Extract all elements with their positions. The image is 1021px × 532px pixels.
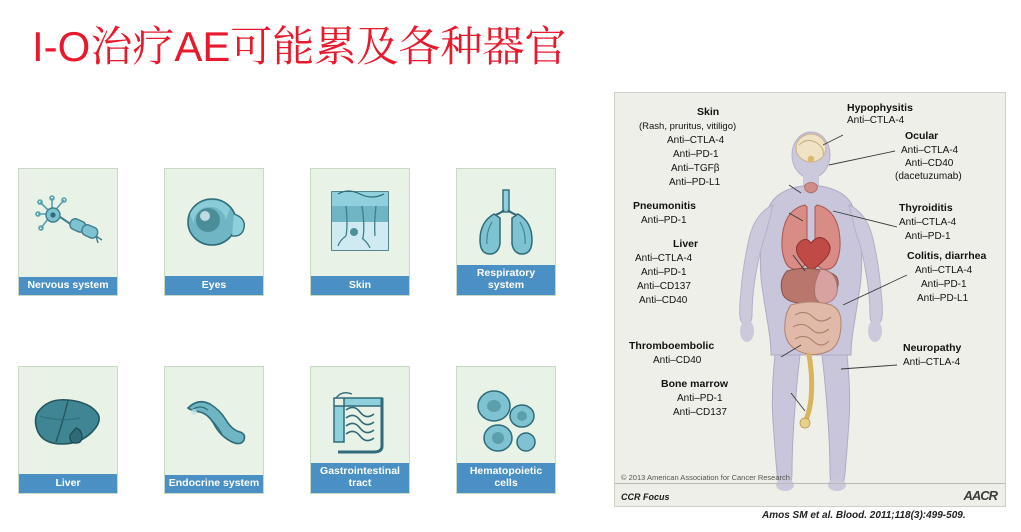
organ-card-label: Nervous system bbox=[19, 277, 117, 295]
annotation-neuropathy-line-1: Anti–CTLA-4 bbox=[903, 357, 961, 368]
bone-marrow-organ bbox=[800, 355, 812, 428]
annotation-pneumonitis-line-1: Anti–PD-1 bbox=[641, 215, 687, 226]
annotation-neuropathy-title: Neuropathy bbox=[903, 342, 962, 354]
annotation-pneumonitis-title: Pneumonitis bbox=[633, 200, 697, 212]
intestine-icon bbox=[324, 382, 396, 460]
annotation-thyroiditis-title: Thyroiditis bbox=[899, 202, 953, 214]
thyroid-organ bbox=[805, 183, 818, 194]
organ-card-label: Endocrine system bbox=[165, 475, 263, 493]
annotation-ocular-title: Ocular bbox=[905, 130, 939, 142]
annotation-ocular-line-1: Anti–CTLA-4 bbox=[901, 145, 959, 156]
neuron-icon bbox=[32, 184, 104, 262]
annotation-colitis-line-1: Anti–CTLA-4 bbox=[915, 265, 973, 276]
organ-card-liver[interactable] bbox=[18, 366, 118, 494]
annotation-skin-line-4: Anti–TGFβ bbox=[671, 163, 720, 174]
annotation-bone-marrow-line-1: Anti–PD-1 bbox=[677, 393, 723, 404]
annotation-skin-line-3: Anti–PD-1 bbox=[673, 149, 719, 160]
annotation-colitis-line-3: Anti–PD-L1 bbox=[917, 293, 969, 304]
organ-card-respiratory-system[interactable] bbox=[456, 168, 556, 296]
annotation-skin-line-5: Anti–PD-L1 bbox=[669, 177, 721, 188]
anatomy-diagram bbox=[615, 93, 1006, 507]
figure-footer-divider bbox=[615, 483, 1005, 484]
organ-card-eyes[interactable] bbox=[164, 168, 264, 296]
organ-card-label: Liver bbox=[19, 474, 117, 493]
organ-card-label: Skin bbox=[311, 276, 409, 295]
annotation-colitis-line-2: Anti–PD-1 bbox=[921, 279, 967, 290]
figure-journal-label: CCR Focus bbox=[621, 492, 670, 502]
annotation-liver-line-2: Anti–PD-1 bbox=[641, 267, 687, 278]
skin-icon bbox=[324, 184, 396, 262]
organ-card-nervous-system[interactable] bbox=[18, 168, 118, 296]
citation-text: Amos SM et al. Blood. 2011;118(3):499-509. bbox=[762, 510, 966, 521]
organ-card-endocrine-system[interactable] bbox=[164, 366, 264, 494]
lungs-icon bbox=[470, 184, 542, 262]
annotation-thromboembolic-line-1: Anti–CD40 bbox=[653, 355, 702, 366]
annotation-hypophysitis-line-1: Anti–CTLA-4 bbox=[847, 115, 905, 126]
annotation-bone-marrow-title: Bone marrow bbox=[661, 378, 729, 390]
pancreas-icon bbox=[178, 382, 250, 460]
annotation-liver-title: Liver bbox=[673, 238, 699, 250]
intestines-organ bbox=[785, 302, 841, 355]
liver-icon bbox=[32, 382, 104, 460]
annotation-ocular-line-3: (dacetuzumab) bbox=[895, 171, 962, 182]
organ-card-label: Gastrointestinal tract bbox=[311, 463, 409, 493]
annotation-thyroiditis-line-2: Anti–PD-1 bbox=[905, 231, 951, 242]
annotation-skin-line-1: (Rash, pruritus, vitiligo) bbox=[639, 121, 737, 132]
eye-icon bbox=[178, 184, 250, 262]
annotation-liver-line-4: Anti–CD40 bbox=[639, 295, 688, 306]
organ-card-label: Respiratory system bbox=[457, 265, 555, 295]
page-title: I-O治疗AE可能累及各种器官 bbox=[32, 23, 567, 70]
annotation-thromboembolic-title: Thromboembolic bbox=[629, 340, 715, 352]
blood-cells-icon bbox=[470, 382, 542, 460]
organ-card-grid bbox=[18, 168, 558, 494]
annotation-colitis-title: Colitis, diarrhea bbox=[907, 250, 987, 262]
annotation-hypophysitis-title: Hypophysitis bbox=[847, 102, 913, 114]
figure-copyright: © 2013 American Association for Cancer Research bbox=[621, 473, 790, 482]
brain-organ bbox=[796, 134, 826, 162]
annotation-thyroiditis-line-1: Anti–CTLA-4 bbox=[899, 217, 957, 228]
organ-card-hematopoietic-cells[interactable] bbox=[456, 366, 556, 494]
organ-card-label: Hematopoietic cells bbox=[457, 463, 555, 493]
annotation-skin-line-2: Anti–CTLA-4 bbox=[667, 135, 725, 146]
annotation-ocular-line-2: Anti–CD40 bbox=[905, 158, 954, 169]
annotation-bone-marrow-line-2: Anti–CD137 bbox=[673, 407, 727, 418]
organ-card-gastrointestinal-tract[interactable] bbox=[310, 366, 410, 494]
aacr-logo: AACR bbox=[963, 488, 997, 503]
annotation-liver-line-3: Anti–CD137 bbox=[637, 281, 691, 292]
annotation-skin-title: Skin bbox=[697, 106, 720, 118]
annotation-liver-line-1: Anti–CTLA-4 bbox=[635, 253, 693, 264]
organ-card-label: Eyes bbox=[165, 276, 263, 295]
anatomy-figure-panel bbox=[614, 92, 1006, 507]
organ-card-skin[interactable] bbox=[310, 168, 410, 296]
